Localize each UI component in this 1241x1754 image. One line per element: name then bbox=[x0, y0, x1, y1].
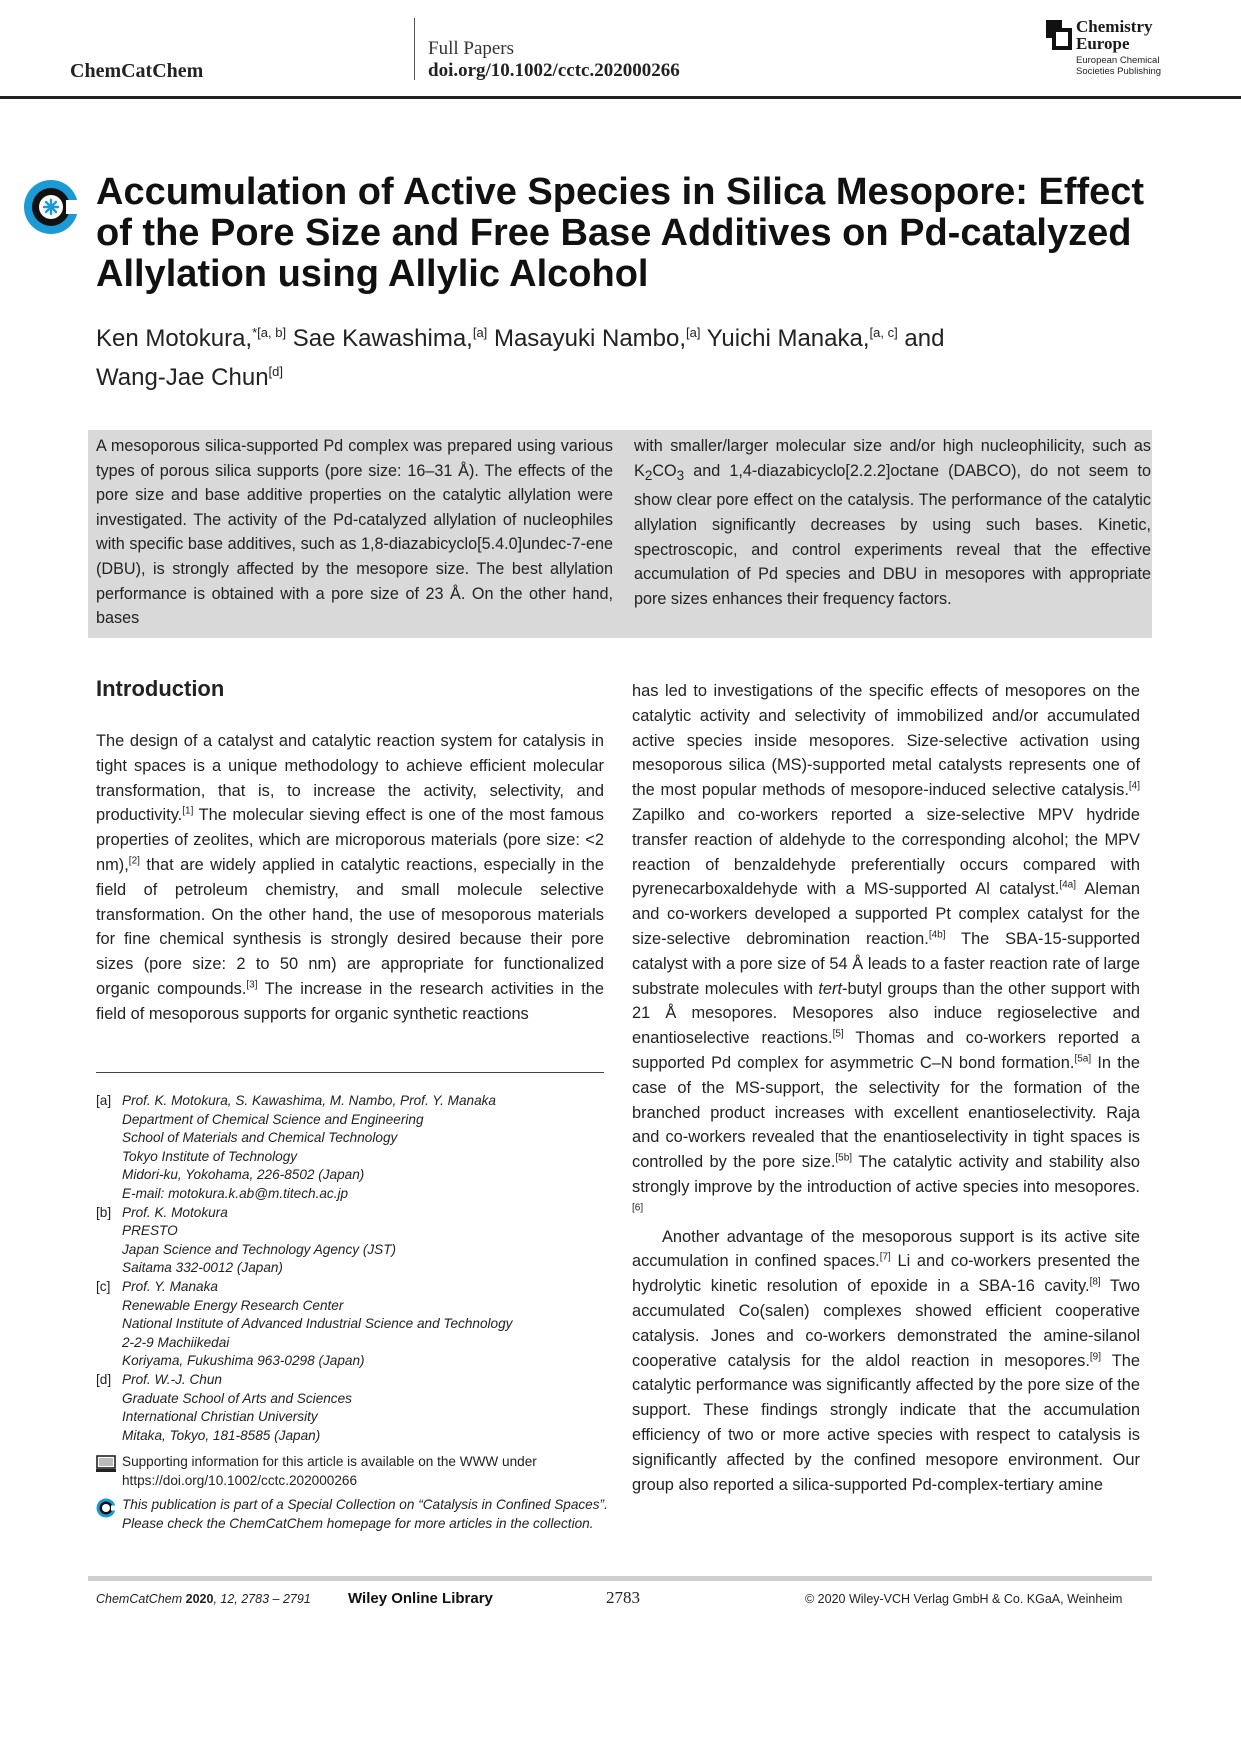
citation-ref[interactable]: [9] bbox=[1089, 1351, 1102, 1363]
body-text: Zapilko and co-workers reported a size-selective MPV hydride transfer reaction of aldehyde to the corresponding alcohol; the MPV reaction of benzaldehyde preferentially occurs compared with pyrenecarboxaldehyde with a MS-supported Al catalyst. bbox=[632, 805, 1140, 899]
italic-term: tert bbox=[818, 979, 843, 998]
author-list bbox=[96, 316, 1156, 394]
section-label: Full Papers bbox=[428, 38, 515, 59]
body-text: that are widely applied in catalytic reactions, especially in the field of petroleum chemistry, and small molecule selective transformation. On the other hand, the use of mesoporous materials for fine chemical synthesis is strongly desired because their pore sizes (pore size: 2 to 50 nm) are appropriate for functionalized organic compounds. bbox=[96, 855, 604, 998]
body-text: The increase in the research activities in the field of mesoporous supports for organic synthetic reactions bbox=[96, 979, 604, 1023]
citation-ref[interactable]: [4] bbox=[1128, 780, 1140, 792]
affiliation-line: Midori-ku, Yokohama, 226-8502 (Japan) bbox=[122, 1167, 365, 1183]
subscript: 3 bbox=[676, 467, 685, 483]
citation-ref[interactable]: [6] bbox=[632, 1202, 644, 1214]
affiliation-line: PRESTO bbox=[122, 1223, 178, 1239]
abstract-right-column bbox=[634, 434, 1151, 611]
affiliation-line: Prof. W.-J. Chun bbox=[122, 1371, 222, 1387]
affiliation-tag: [a] bbox=[96, 1093, 112, 1108]
author-affiliation-mark: [d] bbox=[268, 364, 284, 379]
affiliation-entry bbox=[96, 1278, 616, 1371]
affiliation-line: Tokyo Institute of Technology bbox=[122, 1148, 298, 1164]
publisher-block bbox=[1076, 18, 1206, 77]
body-text: The catalytic performance was significantly affected by the pore size of the support. These findings strongly indicate that the accumulation efficiency of two or more active species with respect to catalysis is significantly affected by the confined mesopore environment. Our group also reported a silica-supported Pd-complex-tertiary amine bbox=[632, 1351, 1140, 1494]
affiliation-line: Prof. K. Motokura, S. Kawashima, M. Nambo, Prof. Y. Manaka bbox=[122, 1093, 496, 1108]
affiliation-line: Japan Science and Technology Agency (JST) bbox=[122, 1241, 397, 1257]
body-text: Li and co-workers presented the hydrolytic kinetic resolution of epoxide in a SBA-16 cavity. bbox=[632, 1252, 1140, 1296]
author-affiliation-mark: *[a, b] bbox=[252, 325, 287, 340]
author-name: Sae Kawashima, bbox=[292, 325, 473, 352]
section-heading-introduction: Introduction bbox=[96, 676, 225, 701]
affiliation-entry bbox=[96, 1092, 616, 1204]
publisher-name-line1: Chemistry bbox=[1076, 17, 1153, 36]
body-text: The catalytic activity and stability also strongly improve by the introduction of active species into mesopores. bbox=[632, 1153, 1141, 1196]
affiliation-line: 2-2-9 Machiikedai bbox=[122, 1334, 230, 1350]
affiliation-tag: [b] bbox=[96, 1204, 112, 1220]
affiliation-line: Graduate School of Arts and Sciences bbox=[122, 1390, 352, 1406]
header-divider bbox=[414, 18, 415, 80]
abstract-box bbox=[88, 430, 1152, 638]
citation-ref[interactable]: [5a] bbox=[1074, 1053, 1092, 1065]
author-name: Wang-Jae Chun bbox=[96, 364, 269, 391]
affiliation-line: Mitaka, Tokyo, 181-8585 (Japan) bbox=[122, 1427, 321, 1443]
footer-volume-pages: , 12, 2783 – 2791 bbox=[213, 1592, 311, 1606]
body-text: -butyl groups than the other support with 21 Å mesopores. Mesopores also induce regioselective and enantioselective reactions. bbox=[632, 979, 1140, 1048]
affiliation-line: School of Materials and Chemical Technology bbox=[122, 1130, 398, 1146]
affiliation-tag: [c] bbox=[96, 1278, 111, 1294]
publisher-name-line2: Europe bbox=[1076, 34, 1130, 53]
footnote-rule bbox=[96, 1072, 604, 1073]
body-text: In the case of the MS-support, the selectivity for the formation of the branched product increases with excellent enantioselectivity. Raja and co-workers revealed that the enantioselectivity in tight spaces is controlled by the pore size. bbox=[632, 1053, 1141, 1172]
citation-ref[interactable]: [8] bbox=[1089, 1276, 1101, 1288]
supporting-info-note bbox=[96, 1453, 616, 1490]
affiliation-line: International Christian University bbox=[122, 1409, 318, 1425]
abstract-text: and 1,4-diazabicyclo[2.2.2]octane (DABCO), do not seem to show clear pore effect on the catalysis. The performance of the catalytic allylation significantly decreases by using such bases. Kinetic, spectroscopic, and control experiments reveal that the effective accumulation of Pd species and DBU in mesopores with appropriate pore sizes enhances their frequency factors. bbox=[634, 461, 1151, 608]
subscript: 2 bbox=[644, 467, 653, 483]
footer-rule bbox=[88, 1576, 1152, 1581]
body-text: The molecular sieving effect is one of the most famous properties of zeolites, which are microporous materials (pore size: <2 nm), bbox=[96, 806, 604, 874]
abstract-text: with smaller/larger molecular size and/or high nucleophilicity, such as K bbox=[634, 437, 1151, 480]
author-affiliation-mark: [a] bbox=[472, 325, 488, 340]
doi-link[interactable]: doi.org/10.1002/cctc.202000266 bbox=[428, 60, 680, 81]
author-name: Masayuki Nambo, bbox=[493, 325, 687, 352]
footer-year: 2020 bbox=[185, 1592, 214, 1606]
body-text: Aleman and co-workers developed a supported Pt complex catalyst for the size-selective debromination reaction. bbox=[632, 880, 1140, 948]
citation-ref[interactable]: [4b] bbox=[928, 929, 946, 941]
affiliations-block bbox=[96, 1092, 616, 1534]
abstract-text: CO bbox=[652, 461, 677, 480]
paragraph bbox=[632, 1225, 1140, 1498]
wiley-online-library-link[interactable]: Wiley Online Library bbox=[348, 1590, 493, 1607]
author-affiliation-mark: [a] bbox=[686, 325, 701, 340]
intro-right-column bbox=[632, 679, 1140, 1497]
body-text: The design of a catalyst and catalytic reaction system for catalysis in tight spaces is a unique methodology to achieve efficient molecular transformation, that is, to increase the activity, selectivity, and productivity. bbox=[96, 732, 604, 825]
chemcatchem-small-logo-icon bbox=[96, 1498, 116, 1524]
affiliation-line: Saitama 332-0012 (Japan) bbox=[122, 1260, 283, 1276]
journal-name: ChemCatChem bbox=[70, 60, 204, 82]
body-text: Thomas and co-workers reported a supported Pd complex for asymmetric C–N bond formation. bbox=[632, 1029, 1140, 1072]
citation-ref[interactable]: [2] bbox=[128, 855, 140, 867]
footer-citation bbox=[96, 1592, 311, 1606]
author-conjunction: and bbox=[904, 325, 945, 352]
footer-journal: ChemCatChem bbox=[96, 1592, 186, 1606]
intro-left-column bbox=[96, 729, 604, 1027]
body-text: Another advantage of the mesoporous support is its active site accumulation in confined spaces. bbox=[632, 1227, 1140, 1271]
author-affiliation-mark: [a, c] bbox=[869, 325, 898, 340]
affiliation-entry bbox=[96, 1371, 616, 1445]
publisher-sub-line2: Societies Publishing bbox=[1076, 66, 1162, 77]
chemcatchem-logo-icon bbox=[22, 178, 80, 241]
affiliation-line: National Institute of Advanced Industrial Science and Technology bbox=[122, 1316, 513, 1332]
supporting-info-text[interactable]: Supporting information for this article is available on the WWW under https://doi.org/10.1002/cctc.202000266 bbox=[122, 1454, 537, 1488]
collection-text: This publication is part of a Special Collection on “Catalysis in Confined Spaces”. Please check the ChemCatChem homepage for more articles in the collection. bbox=[122, 1497, 608, 1532]
affiliation-entry bbox=[96, 1204, 616, 1278]
citation-ref[interactable]: [1] bbox=[182, 805, 194, 817]
citation-ref[interactable]: [5] bbox=[832, 1028, 844, 1040]
publisher-sub-line1: European Chemical bbox=[1076, 55, 1160, 66]
body-text: Two accumulated Co(salen) complexes showed efficient cooperative catalysis. Jones and co-workers demonstrated the amine-silanol cooperative catalysis for the aldol reaction in mesopores. bbox=[632, 1277, 1140, 1370]
affiliation-line: Prof. Y. Manaka bbox=[122, 1278, 218, 1294]
author-name: Yuichi Manaka, bbox=[706, 325, 870, 352]
affiliation-line: Renewable Energy Research Center bbox=[122, 1297, 344, 1313]
body-text: The SBA-15-supported catalyst with a pore size of 54 Å leads to a faster reaction rate of large substrate molecules with bbox=[632, 929, 1140, 998]
email-link[interactable]: E-mail: motokura.k.ab@m.titech.ac.jp bbox=[122, 1185, 349, 1201]
collection-note bbox=[96, 1496, 616, 1533]
affiliation-line: Department of Chemical Science and Engineering bbox=[122, 1111, 424, 1127]
page-number: 2783 bbox=[606, 1588, 640, 1607]
affiliation-line: Koriyama, Fukushima 963-0298 (Japan) bbox=[122, 1353, 365, 1369]
citation-ref[interactable]: [4a] bbox=[1059, 879, 1077, 891]
abstract-left-column: A mesoporous silica-supported Pd complex was prepared using various types of porous silica supports (pore size: 16–31 Å). The effects of the pore size and base additive properties on the catalytic allylation were investigated. The activity of the Pd-catalyzed allylation of nucleophiles with specific base additives, such as 1,8-diazabicyclo[5.4.0]undec-7-ene (DBU), is strongly affected by the mesopore size. The best allylation performance is obtained with a pore size of 23 Å. On the other hand, bases bbox=[96, 437, 613, 628]
citation-ref[interactable]: [3] bbox=[246, 979, 258, 991]
citation-ref[interactable]: [5b] bbox=[835, 1152, 853, 1164]
header-rule bbox=[0, 96, 1241, 99]
affiliation-line: Prof. K. Motokura bbox=[122, 1204, 228, 1220]
copyright-notice: © 2020 Wiley-VCH Verlag GmbH & Co. KGaA, Weinheim bbox=[805, 1592, 1123, 1606]
article-title: Accumulation of Active Species in Silica Mesopore: Effect of the Pore Size and Free Base Additives on Pd-catalyzed Allylation using Allylic Alcohol bbox=[96, 171, 1145, 295]
citation-ref[interactable]: [7] bbox=[879, 1251, 891, 1263]
chemistry-europe-logo-icon bbox=[1046, 20, 1072, 55]
computer-icon bbox=[96, 1455, 116, 1479]
affiliation-tag: [d] bbox=[96, 1371, 112, 1387]
author-name: Ken Motokura, bbox=[96, 325, 253, 352]
paragraph bbox=[632, 679, 1140, 1225]
body-text: has led to investigations of the specific effects of mesopores on the catalytic activity and selectivity of immobilized and/or accumulated active species inside mesopores. Size-selective activation using mesoporous silica (MS)-supported metal catalysts represents one of the most popular methods of mesopore-induced selective catalysis. bbox=[632, 682, 1140, 800]
